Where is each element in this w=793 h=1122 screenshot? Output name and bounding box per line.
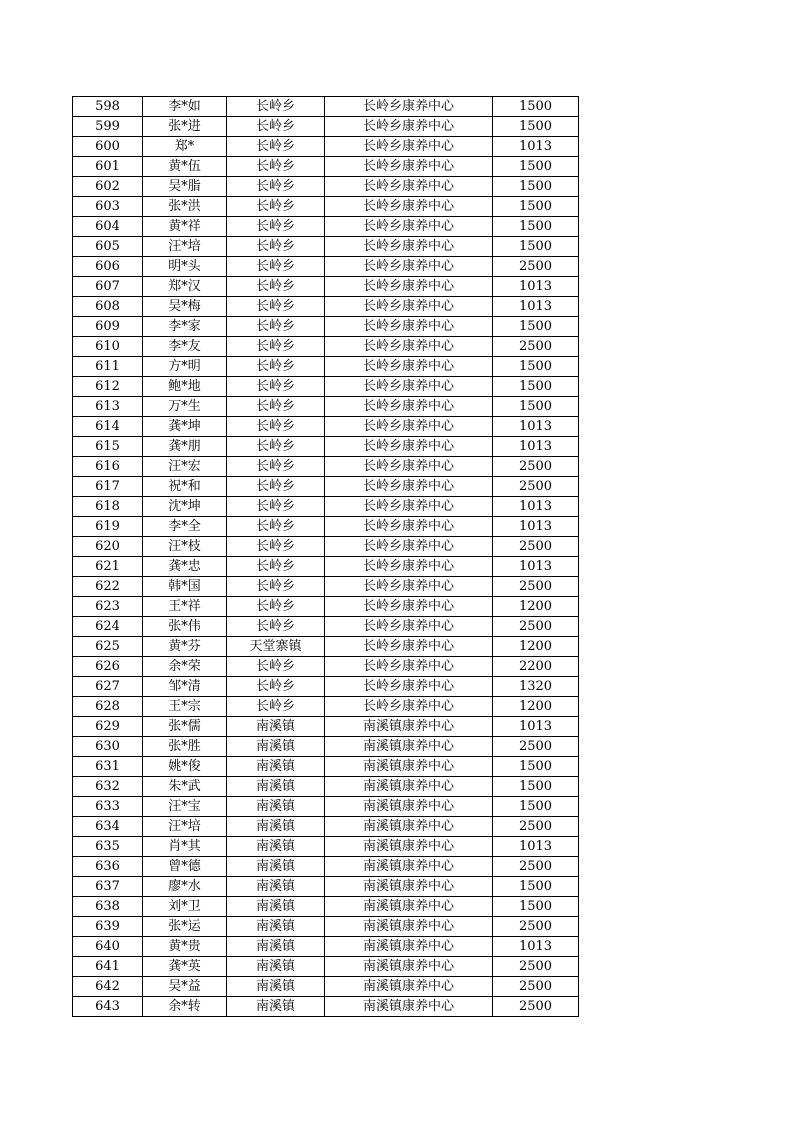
amount-cell: 1013 xyxy=(493,137,579,157)
row-number-cell: 602 xyxy=(73,177,143,197)
table-row xyxy=(73,377,579,397)
care-center-cell: 长岭乡康养中心 xyxy=(325,397,493,417)
town-cell: 南溪镇 xyxy=(227,797,325,817)
table-row xyxy=(73,257,579,277)
care-center-cell: 长岭乡康养中心 xyxy=(325,357,493,377)
row-number-cell: 641 xyxy=(73,957,143,977)
table-row xyxy=(73,437,579,457)
name-cell: 余*荣 xyxy=(143,657,227,677)
name-cell: 明*头 xyxy=(143,257,227,277)
town-cell: 长岭乡 xyxy=(227,497,325,517)
town-cell: 长岭乡 xyxy=(227,337,325,357)
amount-cell: 2500 xyxy=(493,817,579,837)
name-cell: 张*洪 xyxy=(143,197,227,217)
table-row xyxy=(73,157,579,177)
table-row xyxy=(73,217,579,237)
name-cell: 黄*祥 xyxy=(143,217,227,237)
name-cell: 万*生 xyxy=(143,397,227,417)
amount-cell: 1500 xyxy=(493,317,579,337)
name-cell: 黄*伍 xyxy=(143,157,227,177)
row-number-cell: 623 xyxy=(73,597,143,617)
name-cell: 朱*武 xyxy=(143,777,227,797)
name-cell: 邹*清 xyxy=(143,677,227,697)
table-row xyxy=(73,717,579,737)
row-number-cell: 605 xyxy=(73,237,143,257)
row-number-cell: 612 xyxy=(73,377,143,397)
name-cell: 汪*培 xyxy=(143,817,227,837)
care-center-cell: 长岭乡康养中心 xyxy=(325,97,493,117)
row-number-cell: 626 xyxy=(73,657,143,677)
amount-cell: 1013 xyxy=(493,837,579,857)
care-center-cell: 长岭乡康养中心 xyxy=(325,457,493,477)
amount-cell: 1500 xyxy=(493,377,579,397)
care-center-cell: 南溪镇康养中心 xyxy=(325,757,493,777)
table-row xyxy=(73,457,579,477)
town-cell: 长岭乡 xyxy=(227,357,325,377)
name-cell: 余*转 xyxy=(143,997,227,1017)
town-cell: 长岭乡 xyxy=(227,297,325,317)
table-body xyxy=(73,97,579,1017)
town-cell: 长岭乡 xyxy=(227,237,325,257)
name-cell: 鲍*地 xyxy=(143,377,227,397)
table-row xyxy=(73,777,579,797)
amount-cell: 1013 xyxy=(493,497,579,517)
amount-cell: 1013 xyxy=(493,937,579,957)
town-cell: 长岭乡 xyxy=(227,437,325,457)
care-center-cell: 长岭乡康养中心 xyxy=(325,657,493,677)
name-cell: 廖*水 xyxy=(143,877,227,897)
town-cell: 南溪镇 xyxy=(227,757,325,777)
town-cell: 长岭乡 xyxy=(227,97,325,117)
care-center-cell: 长岭乡康养中心 xyxy=(325,117,493,137)
name-cell: 李*家 xyxy=(143,317,227,337)
amount-cell: 2500 xyxy=(493,997,579,1017)
amount-cell: 1013 xyxy=(493,557,579,577)
town-cell: 长岭乡 xyxy=(227,677,325,697)
town-cell: 长岭乡 xyxy=(227,457,325,477)
town-cell: 长岭乡 xyxy=(227,317,325,337)
row-number-cell: 633 xyxy=(73,797,143,817)
care-center-cell: 南溪镇康养中心 xyxy=(325,797,493,817)
row-number-cell: 622 xyxy=(73,577,143,597)
care-center-cell: 南溪镇康养中心 xyxy=(325,937,493,957)
care-center-cell: 长岭乡康养中心 xyxy=(325,317,493,337)
row-number-cell: 598 xyxy=(73,97,143,117)
name-cell: 张*伟 xyxy=(143,617,227,637)
town-cell: 长岭乡 xyxy=(227,137,325,157)
table-row xyxy=(73,997,579,1017)
row-number-cell: 603 xyxy=(73,197,143,217)
name-cell: 王*祥 xyxy=(143,597,227,617)
town-cell: 长岭乡 xyxy=(227,697,325,717)
town-cell: 长岭乡 xyxy=(227,157,325,177)
table-row xyxy=(73,677,579,697)
town-cell: 南溪镇 xyxy=(227,857,325,877)
amount-cell: 2500 xyxy=(493,577,579,597)
row-number-cell: 617 xyxy=(73,477,143,497)
table-row xyxy=(73,197,579,217)
row-number-cell: 620 xyxy=(73,537,143,557)
amount-cell: 2500 xyxy=(493,917,579,937)
amount-cell: 1500 xyxy=(493,797,579,817)
amount-cell: 1013 xyxy=(493,297,579,317)
care-center-cell: 长岭乡康养中心 xyxy=(325,577,493,597)
care-center-cell: 长岭乡康养中心 xyxy=(325,537,493,557)
row-number-cell: 600 xyxy=(73,137,143,157)
town-cell: 南溪镇 xyxy=(227,837,325,857)
table-row xyxy=(73,597,579,617)
town-cell: 南溪镇 xyxy=(227,997,325,1017)
town-cell: 南溪镇 xyxy=(227,737,325,757)
amount-cell: 1500 xyxy=(493,897,579,917)
town-cell: 南溪镇 xyxy=(227,817,325,837)
care-center-cell: 长岭乡康养中心 xyxy=(325,237,493,257)
amount-cell: 1500 xyxy=(493,357,579,377)
table-row xyxy=(73,117,579,137)
table-row xyxy=(73,977,579,997)
town-cell: 南溪镇 xyxy=(227,957,325,977)
care-center-cell: 南溪镇康养中心 xyxy=(325,817,493,837)
table-row xyxy=(73,297,579,317)
name-cell: 沈*坤 xyxy=(143,497,227,517)
row-number-cell: 619 xyxy=(73,517,143,537)
table-row xyxy=(73,417,579,437)
name-cell: 黄*芬 xyxy=(143,637,227,657)
table-row xyxy=(73,317,579,337)
amount-cell: 1500 xyxy=(493,157,579,177)
table-row xyxy=(73,137,579,157)
table-row xyxy=(73,277,579,297)
row-number-cell: 636 xyxy=(73,857,143,877)
town-cell: 长岭乡 xyxy=(227,557,325,577)
amount-cell: 1500 xyxy=(493,397,579,417)
town-cell: 南溪镇 xyxy=(227,717,325,737)
town-cell: 南溪镇 xyxy=(227,917,325,937)
care-center-cell: 长岭乡康养中心 xyxy=(325,297,493,317)
care-center-cell: 长岭乡康养中心 xyxy=(325,597,493,617)
amount-cell: 1200 xyxy=(493,597,579,617)
row-number-cell: 632 xyxy=(73,777,143,797)
row-number-cell: 638 xyxy=(73,897,143,917)
care-center-cell: 长岭乡康养中心 xyxy=(325,517,493,537)
care-center-cell: 长岭乡康养中心 xyxy=(325,557,493,577)
name-cell: 龚*坤 xyxy=(143,417,227,437)
amount-cell: 1500 xyxy=(493,177,579,197)
table-row xyxy=(73,657,579,677)
table-row xyxy=(73,797,579,817)
care-center-cell: 南溪镇康养中心 xyxy=(325,737,493,757)
care-center-cell: 长岭乡康养中心 xyxy=(325,617,493,637)
name-cell: 肖*其 xyxy=(143,837,227,857)
table-row xyxy=(73,957,579,977)
care-center-cell: 长岭乡康养中心 xyxy=(325,637,493,657)
town-cell: 长岭乡 xyxy=(227,417,325,437)
amount-cell: 2500 xyxy=(493,617,579,637)
care-center-cell: 长岭乡康养中心 xyxy=(325,437,493,457)
amount-cell: 2500 xyxy=(493,977,579,997)
table-row xyxy=(73,817,579,837)
name-cell: 王*宗 xyxy=(143,697,227,717)
town-cell: 长岭乡 xyxy=(227,117,325,137)
name-cell: 李*全 xyxy=(143,517,227,537)
care-center-cell: 长岭乡康养中心 xyxy=(325,197,493,217)
name-cell: 方*明 xyxy=(143,357,227,377)
name-cell: 张*儒 xyxy=(143,717,227,737)
amount-cell: 2500 xyxy=(493,257,579,277)
table-row xyxy=(73,557,579,577)
row-number-cell: 629 xyxy=(73,717,143,737)
amount-cell: 1200 xyxy=(493,637,579,657)
table-row xyxy=(73,617,579,637)
name-cell: 龚*忠 xyxy=(143,557,227,577)
name-cell: 郑*汉 xyxy=(143,277,227,297)
row-number-cell: 610 xyxy=(73,337,143,357)
name-cell: 吴*梅 xyxy=(143,297,227,317)
name-cell: 张*运 xyxy=(143,917,227,937)
name-cell: 李*如 xyxy=(143,97,227,117)
row-number-cell: 606 xyxy=(73,257,143,277)
name-cell: 张*胜 xyxy=(143,737,227,757)
name-cell: 李*友 xyxy=(143,337,227,357)
row-number-cell: 615 xyxy=(73,437,143,457)
amount-cell: 1500 xyxy=(493,777,579,797)
table-row xyxy=(73,837,579,857)
name-cell: 祝*和 xyxy=(143,477,227,497)
amount-cell: 1500 xyxy=(493,237,579,257)
row-number-cell: 618 xyxy=(73,497,143,517)
amount-cell: 1200 xyxy=(493,697,579,717)
name-cell: 汪*宝 xyxy=(143,797,227,817)
care-center-cell: 南溪镇康养中心 xyxy=(325,977,493,997)
row-number-cell: 604 xyxy=(73,217,143,237)
row-number-cell: 635 xyxy=(73,837,143,857)
table-row xyxy=(73,877,579,897)
amount-cell: 1013 xyxy=(493,717,579,737)
table-row xyxy=(73,497,579,517)
care-center-cell: 长岭乡康养中心 xyxy=(325,137,493,157)
row-number-cell: 599 xyxy=(73,117,143,137)
row-number-cell: 634 xyxy=(73,817,143,837)
amount-cell: 1013 xyxy=(493,277,579,297)
care-center-cell: 长岭乡康养中心 xyxy=(325,337,493,357)
row-number-cell: 637 xyxy=(73,877,143,897)
table-row xyxy=(73,97,579,117)
amount-cell: 2200 xyxy=(493,657,579,677)
town-cell: 长岭乡 xyxy=(227,397,325,417)
care-center-cell: 南溪镇康养中心 xyxy=(325,997,493,1017)
care-center-cell: 长岭乡康养中心 xyxy=(325,277,493,297)
table-row xyxy=(73,857,579,877)
care-center-cell: 长岭乡康养中心 xyxy=(325,157,493,177)
row-number-cell: 643 xyxy=(73,997,143,1017)
row-number-cell: 607 xyxy=(73,277,143,297)
name-cell: 吴*脂 xyxy=(143,177,227,197)
table-row xyxy=(73,177,579,197)
name-cell: 曾*德 xyxy=(143,857,227,877)
amount-cell: 1500 xyxy=(493,117,579,137)
table-row xyxy=(73,577,579,597)
town-cell: 长岭乡 xyxy=(227,537,325,557)
name-cell: 张*进 xyxy=(143,117,227,137)
row-number-cell: 627 xyxy=(73,677,143,697)
table-row xyxy=(73,757,579,777)
amount-cell: 1500 xyxy=(493,97,579,117)
town-cell: 长岭乡 xyxy=(227,577,325,597)
row-number-cell: 601 xyxy=(73,157,143,177)
table-row xyxy=(73,237,579,257)
care-center-cell: 南溪镇康养中心 xyxy=(325,877,493,897)
amount-cell: 1500 xyxy=(493,217,579,237)
town-cell: 长岭乡 xyxy=(227,277,325,297)
town-cell: 长岭乡 xyxy=(227,257,325,277)
care-center-cell: 南溪镇康养中心 xyxy=(325,897,493,917)
amount-cell: 2500 xyxy=(493,857,579,877)
table-row xyxy=(73,357,579,377)
town-cell: 长岭乡 xyxy=(227,617,325,637)
amount-cell: 1500 xyxy=(493,757,579,777)
amount-cell: 1320 xyxy=(493,677,579,697)
name-cell: 姚*俊 xyxy=(143,757,227,777)
town-cell: 长岭乡 xyxy=(227,517,325,537)
amount-cell: 2500 xyxy=(493,477,579,497)
town-cell: 长岭乡 xyxy=(227,197,325,217)
care-center-cell: 南溪镇康养中心 xyxy=(325,917,493,937)
table-row xyxy=(73,897,579,917)
amount-cell: 1013 xyxy=(493,517,579,537)
row-number-cell: 616 xyxy=(73,457,143,477)
care-center-cell: 南溪镇康养中心 xyxy=(325,837,493,857)
care-center-cell: 南溪镇康养中心 xyxy=(325,957,493,977)
row-number-cell: 609 xyxy=(73,317,143,337)
name-cell: 刘*卫 xyxy=(143,897,227,917)
care-center-cell: 长岭乡康养中心 xyxy=(325,697,493,717)
row-number-cell: 611 xyxy=(73,357,143,377)
name-cell: 龚*英 xyxy=(143,957,227,977)
row-number-cell: 608 xyxy=(73,297,143,317)
row-number-cell: 631 xyxy=(73,757,143,777)
table-row xyxy=(73,637,579,657)
row-number-cell: 621 xyxy=(73,557,143,577)
care-center-cell: 长岭乡康养中心 xyxy=(325,677,493,697)
row-number-cell: 639 xyxy=(73,917,143,937)
amount-cell: 1500 xyxy=(493,197,579,217)
town-cell: 南溪镇 xyxy=(227,977,325,997)
town-cell: 南溪镇 xyxy=(227,937,325,957)
care-center-cell: 长岭乡康养中心 xyxy=(325,257,493,277)
care-center-cell: 长岭乡康养中心 xyxy=(325,217,493,237)
amount-cell: 2500 xyxy=(493,957,579,977)
row-number-cell: 628 xyxy=(73,697,143,717)
table-row xyxy=(73,477,579,497)
care-center-cell: 南溪镇康养中心 xyxy=(325,717,493,737)
name-cell: 汪*枝 xyxy=(143,537,227,557)
table-row xyxy=(73,737,579,757)
row-number-cell: 640 xyxy=(73,937,143,957)
town-cell: 长岭乡 xyxy=(227,177,325,197)
row-number-cell: 630 xyxy=(73,737,143,757)
name-cell: 吴*益 xyxy=(143,977,227,997)
row-number-cell: 642 xyxy=(73,977,143,997)
care-center-cell: 长岭乡康养中心 xyxy=(325,497,493,517)
town-cell: 长岭乡 xyxy=(227,377,325,397)
care-center-cell: 长岭乡康养中心 xyxy=(325,377,493,397)
table-row xyxy=(73,937,579,957)
town-cell: 天堂寨镇 xyxy=(227,637,325,657)
amount-cell: 1500 xyxy=(493,877,579,897)
town-cell: 南溪镇 xyxy=(227,897,325,917)
care-center-cell: 长岭乡康养中心 xyxy=(325,477,493,497)
row-number-cell: 614 xyxy=(73,417,143,437)
amount-cell: 1013 xyxy=(493,437,579,457)
data-table xyxy=(72,96,579,1017)
amount-cell: 2500 xyxy=(493,537,579,557)
table-row xyxy=(73,397,579,417)
town-cell: 南溪镇 xyxy=(227,877,325,897)
table-row xyxy=(73,537,579,557)
town-cell: 长岭乡 xyxy=(227,597,325,617)
name-cell: 龚*朋 xyxy=(143,437,227,457)
amount-cell: 1013 xyxy=(493,417,579,437)
amount-cell: 2500 xyxy=(493,457,579,477)
row-number-cell: 624 xyxy=(73,617,143,637)
name-cell: 汪*培 xyxy=(143,237,227,257)
row-number-cell: 613 xyxy=(73,397,143,417)
name-cell: 汪*宏 xyxy=(143,457,227,477)
care-center-cell: 长岭乡康养中心 xyxy=(325,177,493,197)
table-row xyxy=(73,337,579,357)
town-cell: 长岭乡 xyxy=(227,217,325,237)
town-cell: 长岭乡 xyxy=(227,657,325,677)
amount-cell: 2500 xyxy=(493,337,579,357)
care-center-cell: 南溪镇康养中心 xyxy=(325,857,493,877)
amount-cell: 2500 xyxy=(493,737,579,757)
name-cell: 黄*贵 xyxy=(143,937,227,957)
table-row xyxy=(73,517,579,537)
row-number-cell: 625 xyxy=(73,637,143,657)
name-cell: 韩*国 xyxy=(143,577,227,597)
table-row xyxy=(73,697,579,717)
name-cell: 郑* xyxy=(143,137,227,157)
town-cell: 南溪镇 xyxy=(227,777,325,797)
care-center-cell: 长岭乡康养中心 xyxy=(325,417,493,437)
table-row xyxy=(73,917,579,937)
town-cell: 长岭乡 xyxy=(227,477,325,497)
care-center-cell: 南溪镇康养中心 xyxy=(325,777,493,797)
